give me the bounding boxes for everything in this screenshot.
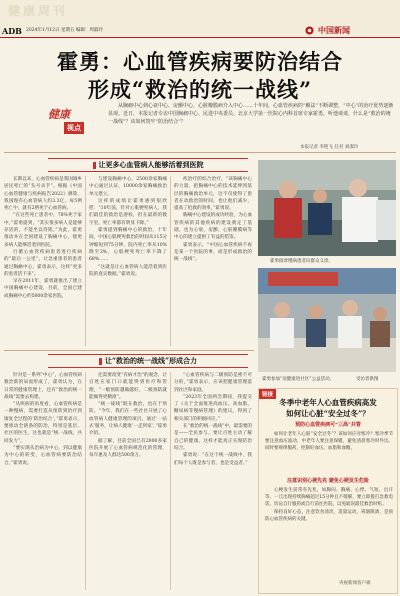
sidebar-link-box bbox=[258, 388, 398, 594]
section-1-title-text: 让更多心血管病人能够活着到医院 bbox=[98, 160, 204, 169]
paragraph: 心梗发生前常有先兆，如胸闷、胸痛、心悸、气短、出汗等。一旦出现持续胸痛超过15分钟且不缓解，要立即拨打急救电话。切忌自行服药或自行前往医院，以免耽误最佳救治时机。 bbox=[265, 488, 393, 508]
newspaper-logo-icon bbox=[305, 26, 314, 35]
column-divider bbox=[170, 176, 171, 346]
headline-line-1: 霍勇：心血管疾病要防治结合 bbox=[57, 49, 343, 74]
page-code: ADB bbox=[2, 26, 22, 36]
article-column-6 bbox=[174, 372, 252, 467]
paragraph: 霍勇提到胸痛中心的救治，十年间，中国心肌梗死救治的时间从115分钟缩短到75分钟，院内死亡率从10%降至3%，心肌梗死死亡率下降了68%…… bbox=[89, 228, 167, 263]
paragraph: “从疾病的角度看，心血管疾病是一种慢病，需要打造从预防到治疗到康复全过程的‘防治结合’，”霍勇表示，要推动全链条的防治，特别是基层、社区的医生，这也就是“统一战线，共同发力”。 bbox=[4, 402, 82, 444]
sidebar-source: 央视新闻客户端 bbox=[339, 581, 371, 586]
photo-1-caption: 霍勇接诊慢病患者向群众义诊。 bbox=[270, 259, 333, 264]
lead-paragraph bbox=[108, 102, 394, 127]
paragraph: “要实现从治病为中心，到以健康为中心的转变，心血管病要防治结合，”霍勇说。 bbox=[4, 445, 82, 466]
sidebar-paragraph-1 bbox=[265, 431, 393, 453]
paragraph: 与建设胸痛中心，2500余家胸痛中心通过认证，10000余家胸痛救治单元建立。 bbox=[89, 177, 167, 197]
article-column-5 bbox=[89, 372, 167, 460]
sidebar-title-line-2: 如何让心脏“安全过冬”？ bbox=[286, 409, 370, 418]
sidebar-subheading-1: 预防心血管疾病可“三高”共管 bbox=[295, 422, 361, 428]
column-divider bbox=[170, 372, 171, 590]
paragraph: “2023年全国两会期间，我提交了《关于全面推进高血压、高血脂、糖尿病等慢病管理》的建议，得到了相关部门的积极回应。” bbox=[174, 394, 252, 422]
byline: 本报记者 李艳飞 任君 刘淑玲 bbox=[300, 145, 359, 150]
headline-line-2: 形成“救治的统一战线” bbox=[87, 77, 313, 102]
column-badge bbox=[46, 104, 100, 136]
paragraph: 还需要改变“有病才治”的观念，让百姓在家门口就能得到医疗和管理，“一级预防越做越好，二级预防就能做得更精准”。 bbox=[89, 373, 168, 400]
newspaper-name: 中国新闻 bbox=[318, 25, 350, 35]
divider bbox=[4, 350, 254, 351]
section-2-title bbox=[48, 356, 248, 366]
paragraph: 这样的成绩让霍勇感到很欣慰：“10年前，针对心肌梗死病人，我们最佳的救治是溶栓，但在最新的数字里，死亡率都有明显下降。” bbox=[89, 198, 167, 226]
paragraph: 长期以来，心血管疾病是我国城乡居民死亡的“头号杀手”。根据《中国心血管健康与疾病报告2022》测算，我国现有心血管病人约3.3亿，每5例死亡中，就有2例死于心血管病。 bbox=[4, 177, 82, 212]
paragraph: 霍勇说：“在这个统一战线中，我们每个人既是参与者，也是受益者。” bbox=[174, 453, 252, 466]
section-2-title-text: 让“救治的统一战线”形成合力 bbox=[104, 356, 198, 365]
badge-subtitle: 视点 bbox=[64, 122, 84, 134]
article-column-4 bbox=[4, 372, 82, 467]
masthead bbox=[0, 0, 400, 36]
badge-title: 健康 bbox=[48, 108, 70, 121]
paragraph: 早在2011年，霍勇就推出了建立中国胸痛中心建设，目前，全国已建成胸痛中心约5000余家医院。 bbox=[4, 279, 82, 299]
sidebar-subheading-2: 注意识别心梗先兆 避免心梗发生危险 bbox=[287, 478, 369, 484]
photo-community-event bbox=[258, 268, 396, 372]
article-column-2 bbox=[89, 176, 167, 278]
article-column-3 bbox=[174, 176, 252, 264]
paragraph: 胸痛中心建设的成功经验，为心血管疾病的其他疾病的建设奠定了基础，也为心衰、房颤、心脏瓣膜病等中心的建立提供了有益的借鉴。 bbox=[174, 213, 252, 241]
photo-2-image bbox=[258, 268, 396, 372]
link-tag: 链接 bbox=[259, 389, 276, 399]
photo-1-image bbox=[258, 160, 396, 256]
paragraph: 行循心血管疾病患者进行疾病的“最后一公里”，让急重患者的患者通过胸痛中心，霍勇表示，这样“更多的患者活下来”。 bbox=[4, 249, 82, 277]
photo-credit: 受访者供图 bbox=[356, 377, 379, 382]
section-1-title bbox=[48, 160, 248, 170]
paragraph: 如何让老年人心脏“安全过冬”？该如何应对寒冷？寒冷季节要注意血压波动，中老年人要注意保暖，避免清晨寒冷时外出。同时要规律服药，控制好血压、血脂和血糖。 bbox=[265, 432, 393, 452]
photo-doctor-consultation bbox=[258, 160, 396, 256]
paragraph: “统一战线”既在救治，也在于预防。“今年，我们在一些社区开展了心血管病人健康管理的项目，通过‘一站式’服务，让病人健康‘一走到家’，”霍勇介绍。 bbox=[89, 402, 167, 437]
sidebar-title-line-1: 冬季中老年人心血管疾病高发 bbox=[279, 398, 377, 407]
paragraph: 疾治疗的综合治疗，“该胸痛中心的力量，把胸痛中心的技术延伸到基层的胸痛救治单元，这不仅使得了患者在动救治的时间，也让他们减少，提高了抢救的效率，”霍勇说。 bbox=[174, 177, 252, 212]
paragraph: 据了解，目前全国已有2000多家医院开展了心血管病规范化的管理，每年惠及人群达500余万。 bbox=[89, 438, 167, 459]
paragraph: “心血管疾病与二级预防是密不可分的，”霍勇表示，应该把健康管理落到社区和家庭。 bbox=[174, 373, 252, 393]
paragraph: “在这些死亡患者中，78%死于家中，”霍勇提到，“其实很多病人是能够存活的，不能坐以待毙。”为此，霍勇推动并在全国建设了胸痛中心，使更多病人能够活着到医院。 bbox=[4, 213, 82, 248]
column-divider bbox=[85, 372, 86, 590]
paragraph: 保持良好心态，注意饮食清淡，适量运动，戒烟限酒，是预防心血管疾病的关键。 bbox=[265, 509, 393, 522]
issue-date: 2024年1月12日 星期五 编辑：周淑玲 bbox=[26, 28, 103, 33]
section-watermark-title: 健康周刊 bbox=[8, 4, 69, 18]
lead-text: 从胸痛中心到心衰中心、房颤中心，心脏瓣膜病介入中心……十年间，心血管疾病的“解法”不断调整，“中心”的治疗优势逐渐显现。近日，本报记者专访中国胸痛中心、民进中央委员、北京大学第一医院心内科首席专家霍勇，听他谈谈，什么是“救治的统一战线”？该如何筑牢“防治结合”？ bbox=[108, 103, 394, 126]
paragraph: “这就是让心血管病人能活着到医院的真实数据，”霍勇说。 bbox=[89, 264, 167, 277]
masthead-rule bbox=[0, 37, 400, 38]
paragraph: 在“救治的统一战线”中，最需要的是——全民参与。要让百姓主动了解自己的健康，这样才能真正实现防治结合。 bbox=[174, 424, 253, 451]
article-column-1 bbox=[4, 176, 82, 300]
sidebar-paragraph-2 bbox=[265, 487, 393, 523]
photo-2-caption: 霍勇参加“送健康进社区”公益活动。 bbox=[262, 377, 335, 382]
paragraph: 霍勇表示，“中国心血管疾病不再是某一个医院的事，而是形成救治的统一战线”。 bbox=[174, 242, 252, 263]
paragraph: 针对是一系列“中心”，心血管疾病救治新的局面形成了，霍勇认为，在日常的健康管理上，还有“救治的统一战线”需要去构建。 bbox=[4, 373, 83, 400]
column-divider bbox=[85, 176, 86, 346]
divider bbox=[4, 152, 396, 153]
